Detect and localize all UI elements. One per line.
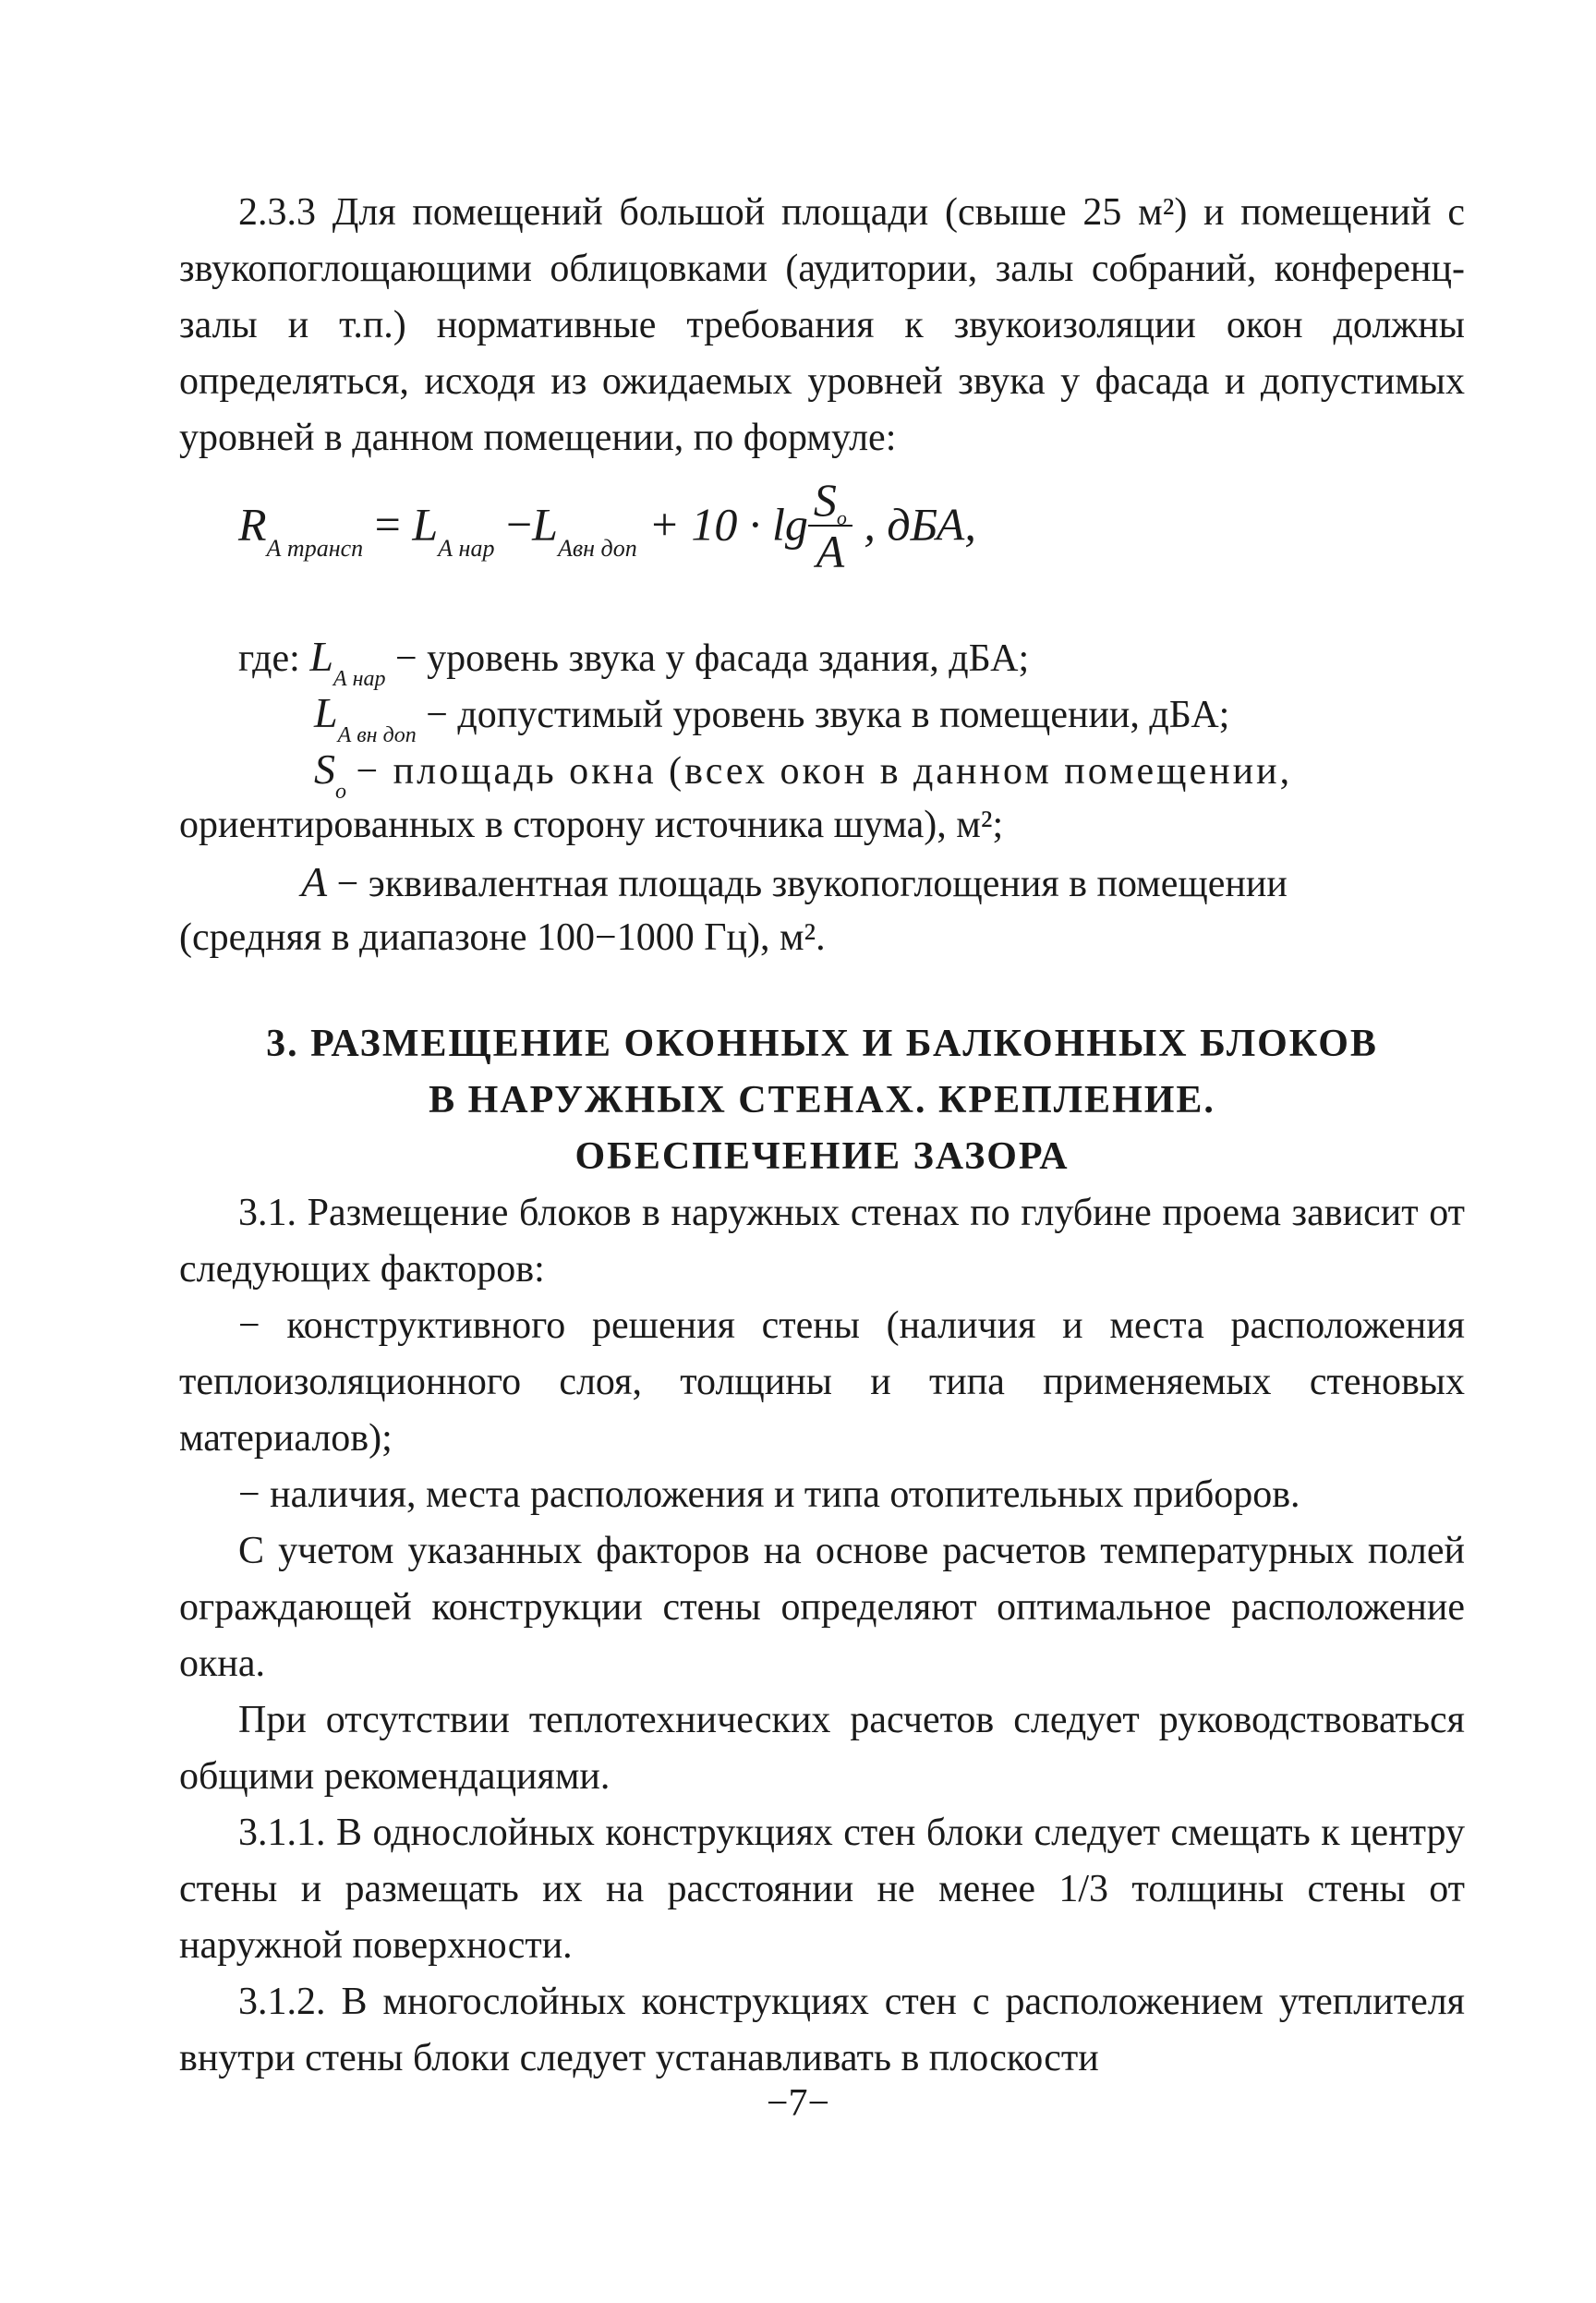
- formula-l2-sub: Авн доп: [557, 535, 637, 563]
- where-line-s: [314, 741, 1465, 806]
- where-line-l-dop: [314, 685, 1229, 749]
- desc-s-2: ориентированных в сторону источника шума), м²;: [179, 804, 1004, 846]
- formula-plus-ten: + 10 ·: [648, 498, 761, 551]
- symbol-a: A: [301, 858, 328, 905]
- fraction-numerator-sub: o: [836, 506, 847, 529]
- formula-unit: , дБА,: [864, 498, 976, 551]
- bullet-heating: − наличия, места расположения и типа отопительных приборов.: [238, 1473, 1300, 1516]
- formula-l1-sub: А нар: [438, 535, 495, 563]
- formula-l2: L: [532, 498, 558, 551]
- formula-r-sub: А трансп: [266, 535, 364, 563]
- where-lead: где:: [238, 637, 300, 680]
- paragraph-absence: При отсутствии теплотехнических расчетов следует руководствоваться общими рекомендациями.: [179, 1699, 1465, 1798]
- desc-a-2: (средняя в диапазоне 100−1000 Гц), м².: [179, 916, 826, 959]
- symbol-s-sub: o: [335, 780, 346, 804]
- symbol-s: S: [314, 745, 335, 793]
- symbol-l-dop-sub: А вн доп: [337, 723, 417, 747]
- desc-l-dop: − допустимый уровень звука в помещении, дБА;: [426, 694, 1230, 736]
- paragraph-3-1-2: 3.1.2. В многослойных конструкциях стен с расположением утеплителя внутри стены блоки следует устанавливать в плоскости: [179, 1981, 1465, 2079]
- paragraph-factors: С учетом указанных факторов на основе расчетов температурных полей ограждающей конструкции стены определяют оптимальное расположение окна.: [179, 1530, 1465, 1685]
- where-line-l-nar: [238, 628, 1029, 693]
- formula-lg: lg: [771, 498, 808, 551]
- sound-insulation-formula: [238, 474, 1162, 600]
- page-number: −7−: [766, 2082, 830, 2125]
- symbol-l-dop: L: [314, 689, 338, 736]
- fraction-numerator: S: [813, 474, 837, 526]
- formula-r: R: [238, 498, 267, 551]
- where-line-a-cont: [179, 910, 826, 966]
- bullet-construction: − конструктивного решения стены (наличия и места расположения теплоизоляционного слоя, толщины и типа применяемых стеновых материалов);: [179, 1304, 1465, 1460]
- section-3-heading-line-3: ОБЕСПЕЧЕНИЕ ЗАЗОРА: [574, 1135, 1070, 1178]
- formula-fraction: [808, 474, 852, 577]
- desc-a-1: − эквивалентная площадь звукопоглощения в помещении: [336, 863, 1288, 905]
- paragraph-2-3-3: 2.3.3 Для помещений большой площади (свыше 25 м²) и помещений с звукопоглощающими облицовками (аудитории, залы собраний, конференц-залы и т.п.) нормативные требования к звукоизоляции окон должны определяться, исходя из ожидаемых уровней звука у фасада и допустимых уровней в данном помещении, по формуле:: [179, 191, 1465, 459]
- desc-s-1: − площадь окна (всех окон в данном помещении,: [356, 750, 1293, 793]
- formula-l1: L: [412, 498, 439, 551]
- formula-minus: −: [505, 498, 533, 551]
- where-line-s-cont: [179, 797, 1003, 854]
- section-3-heading-line-2: В НАРУЖНЫХ СТЕНАХ. КРЕПЛЕНИЕ.: [429, 1079, 1215, 1121]
- fraction-denominator: A: [816, 526, 845, 577]
- formula-eq: =: [374, 498, 401, 551]
- where-line-a: [301, 854, 1288, 913]
- symbol-l-nar-sub: А нар: [332, 667, 386, 691]
- paragraph-3-1: 3.1. Размещение блоков в наружных стенах по глубине проема зависит от следующих факторов:: [179, 1192, 1465, 1291]
- symbol-l-nar: L: [309, 633, 333, 680]
- section-3-heading-line-1: 3. РАЗМЕЩЕНИЕ ОКОННЫХ И БАЛКОННЫХ БЛОКОВ: [266, 1023, 1378, 1065]
- desc-l-nar: − уровень звука у фасада здания, дБА;: [395, 637, 1030, 680]
- paragraph-3-1-1: 3.1.1. В однослойных конструкциях стен блоки следует смещать к центру стены и размещать их на расстоянии не менее 1/3 толщины стены от наружной поверхности.: [179, 1812, 1465, 1967]
